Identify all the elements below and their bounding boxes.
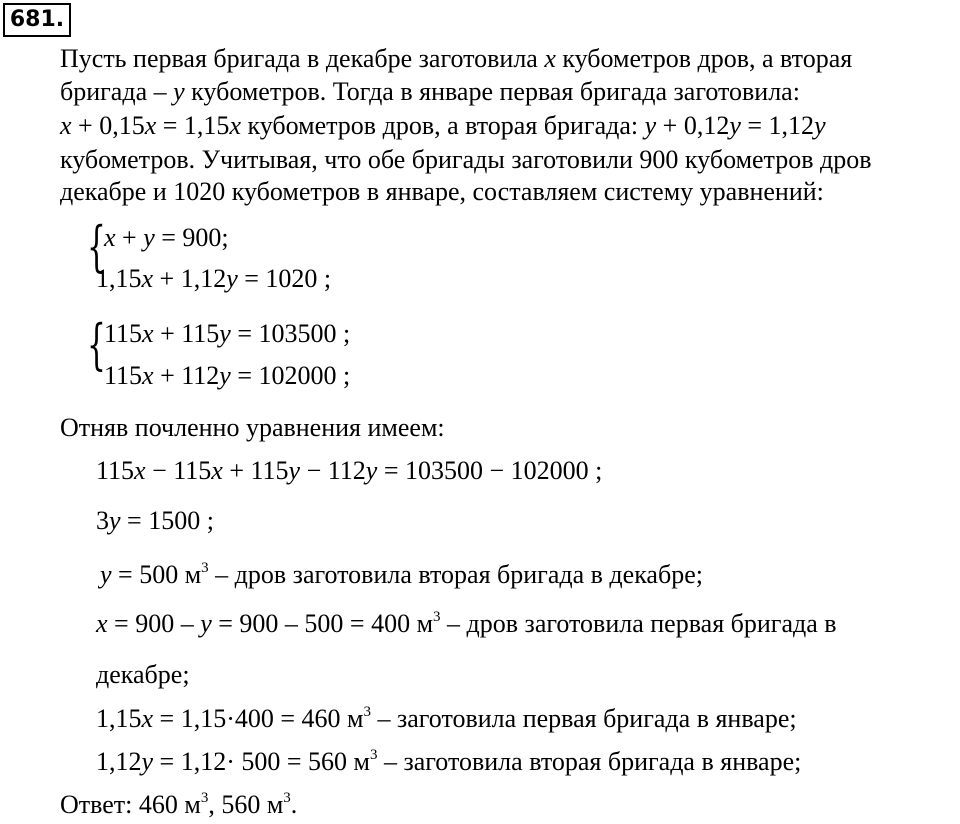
system1-eq1: x + y = 900; (104, 223, 229, 252)
answer: Ответ: 460 $м^3$, 560 $м^3$. (60, 790, 298, 819)
step-1: 115x − 115x + 115y − 112y = 103500 − 102000 ; (96, 456, 603, 485)
step-5: 1,15x = 1,15·400 = 460 $м^3$ – заготовила первая бригада в январе; (96, 704, 797, 733)
problem-number: 681. (3, 3, 71, 37)
system2-eq1: 115x + 115y = 103500 ; (104, 319, 351, 348)
step-3: y = 500 $м^3$ – дров заготовила вторая бригада в декабре; (100, 560, 703, 589)
intro-line-2: бригада – y кубометров. Тогда в январе первая бригада заготовила: (60, 77, 800, 106)
step-6: 1,12y = 1,12· 500 = 560 $м^3$ – заготовила вторая бригада в январе; (96, 747, 802, 776)
intro-line-5: декабре и 1020 кубометров в январе, составляем систему уравнений: (60, 177, 824, 206)
step-2: 3y = 1500 ; (96, 506, 214, 535)
system-brace-1: { (87, 215, 106, 278)
intro-line-1: Пусть первая бригада в декабре заготовила x кубометров дров, а вторая (60, 44, 853, 73)
intro-line-3: x + 0,15x = 1,15x кубометров дров, а вторая бригада: y + 0,12y = 1,12y (60, 111, 826, 140)
system-brace-2: { (87, 313, 106, 376)
intro-line-4: кубометров. Учитывая, что обе бригады заготовили 900 кубометров дров (60, 145, 872, 174)
system2-eq2: 115x + 112y = 102000 ; (104, 361, 351, 390)
step-4b: декабре; (96, 660, 190, 689)
system1-eq2: 1,15x + 1,12y = 1020 ; (96, 264, 332, 293)
step-4a: x = 900 – y = 900 – 500 = 400 $м^3$ – дров заготовила первая бригада в (96, 609, 837, 638)
subtract-intro: Отняв почленно уравнения имеем: (60, 413, 445, 442)
